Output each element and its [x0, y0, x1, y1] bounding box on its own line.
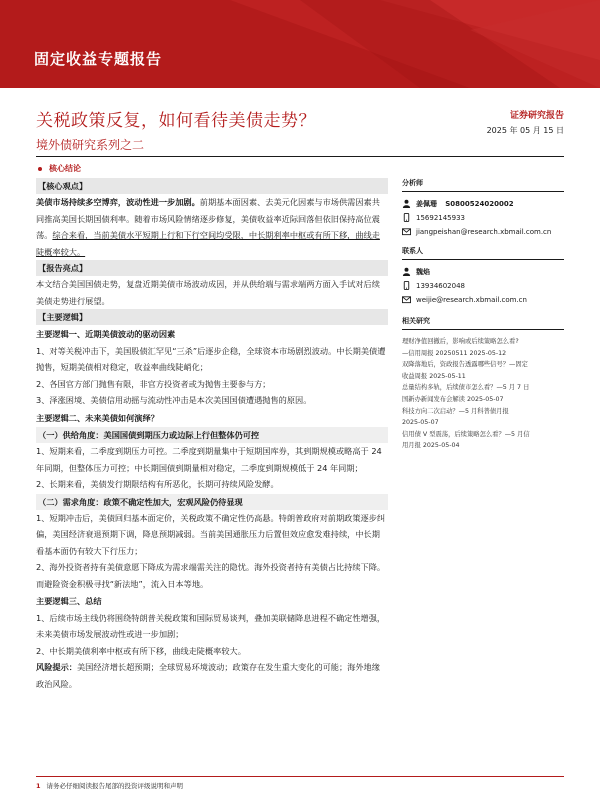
- highlight-paragraph: 本文结合美国国债走势，复盘近期美债市场波动成因，并从供给端与需求端两方面入手试对后续美债走势进行展望。: [36, 279, 380, 306]
- risk-warning: [36, 659, 388, 692]
- analyst-email-link[interactable]: jiangpeishan@research.xbmail.com.cn: [416, 228, 552, 236]
- related-item-line[interactable]: 理财净值回撤后，影响或后续策略怎么看?: [402, 338, 519, 345]
- sidebar: [402, 178, 564, 452]
- analyst-license: S0800524020002: [445, 200, 514, 208]
- logic-1-title: 主要逻辑一、近期美债波动的驱动因素: [36, 329, 176, 339]
- person-icon: [402, 199, 411, 208]
- footer: [36, 781, 183, 790]
- mail-icon: [402, 227, 411, 236]
- risk-label: 风险提示：: [36, 662, 77, 672]
- related-item-line[interactable]: 双降落地后，资政报告透露哪些信号？—固定: [402, 361, 528, 369]
- header-banner: [0, 0, 600, 88]
- page-title: 关税政策反复，如何看待美债走势？: [36, 111, 316, 131]
- page-number: 1: [36, 782, 41, 790]
- title-divider: [36, 156, 564, 157]
- core-tag: [38, 163, 81, 174]
- contact-email-link[interactable]: weijie@research.xbmail.com.cn: [416, 296, 527, 304]
- bullet-dot-icon: [38, 167, 42, 171]
- person-icon: [402, 267, 411, 276]
- related-item-line[interactable]: 科技方向二次启动？—5 月科普债月报: [402, 407, 509, 415]
- phone-icon: [402, 281, 411, 290]
- supply-item: 1、短期来看，二季度到期压力可控。二季度到期量集中于短期国库券，其到期规模或略高于 24 年同期，但整体压力可控；中长期国债到期量相对稳定，二季度到期规模低于 24 年同期；: [36, 446, 382, 473]
- analyst-phone-row: [402, 212, 564, 226]
- related-heading: 相关研究: [402, 316, 564, 330]
- related-item-line[interactable]: 国新办新闻发布会解读 2025-05-07: [402, 395, 504, 403]
- contact-phone: 13934602048: [416, 282, 465, 290]
- summary-item: 2、中长期美债利率中枢或有所下移，曲线走陡概率较大。: [36, 645, 246, 656]
- contact-phone-row: [402, 280, 564, 294]
- logic-label: 【主要逻辑】: [36, 309, 388, 325]
- core-view-body: 前期基本面因素、去美元化因素与市场供需因素共同推高美国长期国债利率。随着市场风险情绪逐步修复，美债收益率近际回落但依旧保持高位震荡。: [36, 197, 380, 240]
- phone-icon: [402, 213, 411, 222]
- logic-1-item: 1、对等关税冲击下，美国股债汇罕见“三杀”后逐步企稳，全球资本市场剧烈波动。中长期美债遭抛售，短期美债相对稳定，收益率曲线陡峭化；: [36, 345, 386, 372]
- contact-name-row: [402, 266, 564, 280]
- report-type: 证券研究报告: [509, 111, 564, 121]
- related-item-line[interactable]: —信用周报 20250511 2025-05-12: [402, 349, 507, 357]
- core-view-paragraph: [36, 194, 388, 260]
- mail-icon: [402, 295, 411, 304]
- related-research: [402, 316, 564, 452]
- contact-name: 魏焰: [416, 268, 430, 276]
- logic-2-title: 主要逻辑二、未来美债如何演绎？: [36, 412, 159, 423]
- demand-item: 2、海外投资者持有美债意愿下降成为需求端需关注的隐忧。海外投资者持有美债占比持续下降。而避险资金积极寻找“新法地”，流入日本等地。: [36, 562, 386, 589]
- contact-heading: 联系人: [402, 246, 564, 260]
- footer-disclaimer: 请务必仔细阅读报告尾部的投资评级说明和声明: [46, 782, 184, 790]
- analyst-email-row[interactable]: [402, 226, 564, 240]
- page-subtitle: 境外债研究系列之二: [36, 138, 145, 152]
- core-tag-label: 核心结论: [49, 164, 81, 173]
- highlight-label: 【报告亮点】: [36, 260, 388, 276]
- logic-3-title: 主要逻辑三、总结: [36, 596, 102, 606]
- logic-1-item: 2、各国官方部门抛售有限，非官方投资者或为抛售主要参与方；: [36, 378, 271, 389]
- analyst-phone: 15692145933: [416, 214, 465, 222]
- contact-email-row[interactable]: [402, 294, 564, 308]
- core-view-conclusion: 综合来看，当前美债水平短期上行和下行空间均受限，中长期利率中枢或有所下移，曲线走陡概率较大。: [36, 230, 380, 257]
- risk-text: 美国经济增长超预期；全球贸易环境波动；政策存在发生重大变化的可能；海外地缘政治风险。: [36, 662, 380, 689]
- demand-heading: （二）需求角度：政策不确定性加大，宏观风险仍待显现: [36, 494, 388, 510]
- analyst-name: 姜佩珊: [416, 200, 437, 208]
- core-view-lead: 美债市场持续多空博弈，波动性进一步加剧。: [36, 197, 200, 207]
- report-date: 2025 年 05 月 15 日: [486, 126, 564, 135]
- related-item-line[interactable]: 信用债 V 型震荡，后续策略怎么看？—5 月信: [402, 430, 530, 438]
- supply-item: 2、长期来看，美债发行期限结构有所恶化，长期可持续风险发酵。: [36, 479, 279, 489]
- summary-item: 1、后续市场主线仍将围绕特朗普关税政策和国际贸易谈判，叠加美联储降息进程不确定性增强，未来美债市场发展波动性或进一步加剧；: [36, 612, 386, 639]
- logic-1-item: 3、泽涨困境、美债信用动摇与流动性冲击是本次美国国债遭遇抛售的原因。: [36, 395, 312, 405]
- main-column: [36, 178, 388, 692]
- demand-item: 1、短期冲击后，美债回归基本面定价，关税政策不确定性仍高悬。特朗普政府对前期政策逐步纠偏，美国经济衰退预期下调，降息预期减弱。当前美国通胀压力后置但效应愈发难持续，中长期看基本面仍有较大下行压力；: [36, 512, 386, 556]
- related-item-line[interactable]: 2025-05-07: [402, 419, 439, 427]
- related-item-line[interactable]: 收益周报 2025-05-11: [402, 372, 466, 380]
- core-view-label: 【核心观点】: [36, 178, 388, 194]
- analyst-name-row: [402, 198, 564, 212]
- analyst-heading: 分析师: [402, 178, 564, 192]
- related-item-line[interactable]: 总量结构多轨，后续债市怎么看？—5 月 7 日: [402, 384, 530, 392]
- supply-heading: （一）供给角度：美国国债到期压力或边际上行但整体仍可控: [36, 427, 388, 443]
- banner-pattern: [0, 0, 600, 88]
- banner-title: 固定收益专题报告: [34, 50, 163, 68]
- related-item-line[interactable]: 用月报 2025-05-04: [402, 442, 460, 450]
- footer-divider: [36, 776, 564, 777]
